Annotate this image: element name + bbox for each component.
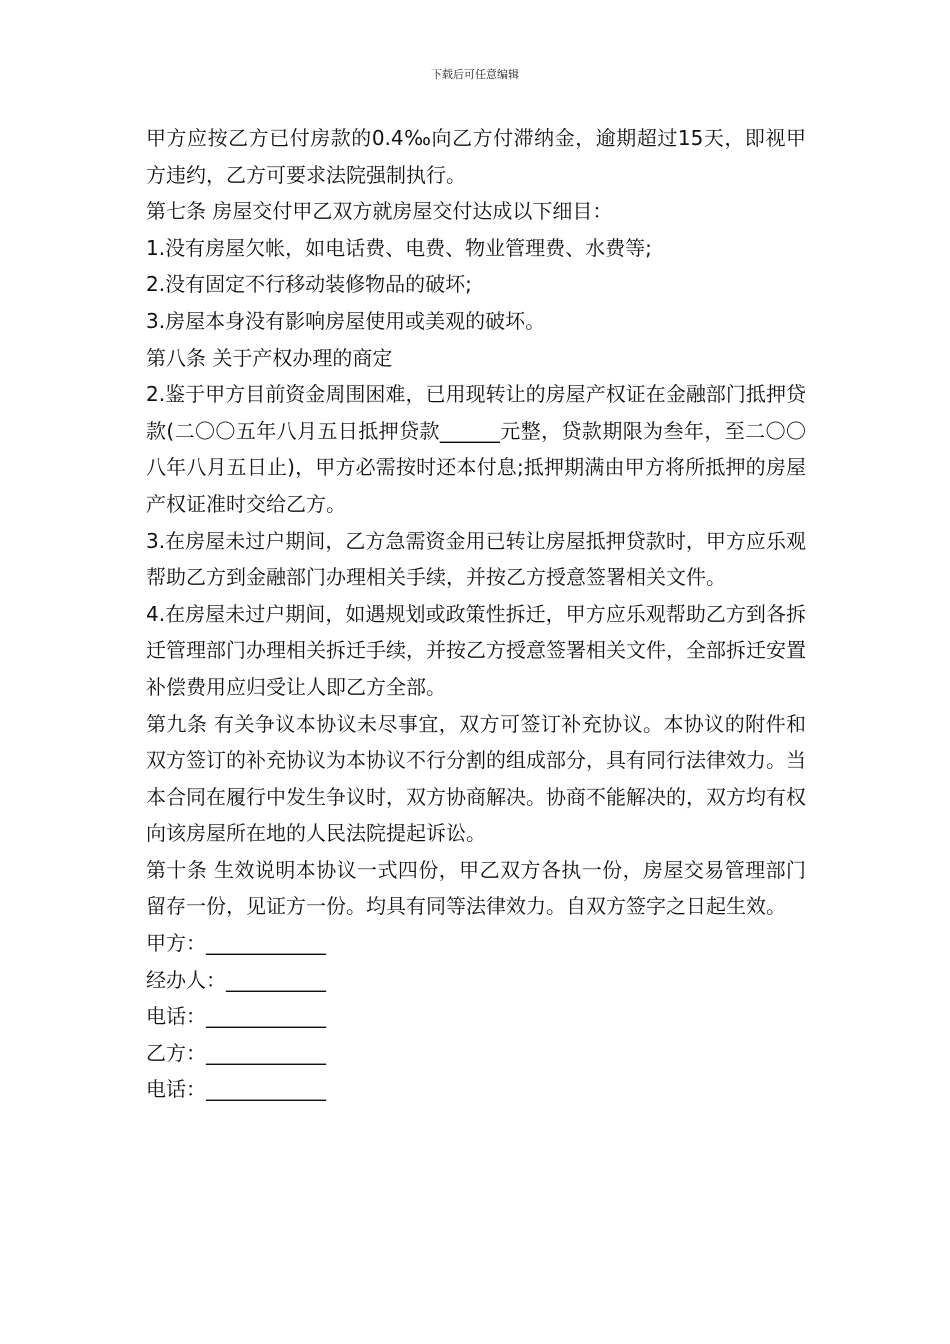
paragraph-article-8-item-4: 4.在房屋未过户期间，如遇规划或政策性拆迁，甲方应乐观帮助乙方到各拆迁管理部门办理相关拆迁手续，并按乙方授意签署相关文件，全部拆迁安置补偿费用应归受让人即乙方全部。 [146, 601, 806, 699]
signature-party-a: 甲方：____________ [146, 931, 326, 956]
paragraph-article-8-title: 第八条 关于产权办理的商定 [146, 345, 393, 370]
paragraph-article-7-item-3: 3.房屋本身没有影响房屋使用或美观的破坏。 [146, 308, 546, 333]
paragraph-article-8-item-2: 2.鉴于甲方目前资金周围困难，已用现转让的房屋产权证在金融部门抵押贷款(二〇〇五年八月五日抵押贷款______元整，贷款期限为叁年，至二〇〇八年八月五日止)，甲方必需按时还本付息;抵押期满由甲方将所抵押的房屋产权证准时交给乙方。 [146, 382, 806, 516]
paragraph-article-7-item-1: 1.没有房屋欠帐，如电话费、电费、物业管理费、水费等; [146, 235, 652, 260]
signature-party-b: 乙方：____________ [146, 1040, 326, 1065]
signature-agent: 经办人：__________ [146, 967, 326, 992]
page-header-note: 下载后可任意编辑 [431, 68, 519, 81]
paragraph-article-7-title: 第七条 房屋交付甲乙双方就房屋交付达成以下细目： [146, 199, 613, 224]
paragraph-article-8-item-3: 3.在房屋未过户期间，乙方急需资金用已转让房屋抵押贷款时，甲方应乐观帮助乙方到金融部门办理相关手续，并按乙方授意签署相关文件。 [146, 528, 806, 590]
paragraph-article-10: 第十条 生效说明本协议一式四份，甲乙双方各执一份，房屋交易管理部门留存一份，见证方一份。均具有同等法律效力。自双方签字之日起生效。 [146, 857, 806, 919]
paragraph-article-9: 第九条 有关争议本协议未尽事宜，双方可签订补充协议。本协议的附件和双方签订的补充协议为本协议不行分割的组成部分，具有同行法律效力。当本合同在履行中发生争议时，双方协商解决。协商不能解决的，双方均有权向该房屋所在地的人民法院提起诉讼。 [146, 711, 806, 846]
document-body [146, 120, 806, 1108]
paragraph-article-7-item-2: 2.没有固定不行移动装修物品的破坏; [146, 272, 472, 297]
signature-phone-b: 电话：____________ [146, 1077, 326, 1102]
signature-phone-a: 电话：____________ [146, 1004, 326, 1029]
paragraph-late-fee: 甲方应按乙方已付房款的0.4‰向乙方付滞纳金，逾期超过15天，即视甲方违约，乙方可要求法院强制执行。 [146, 126, 806, 187]
